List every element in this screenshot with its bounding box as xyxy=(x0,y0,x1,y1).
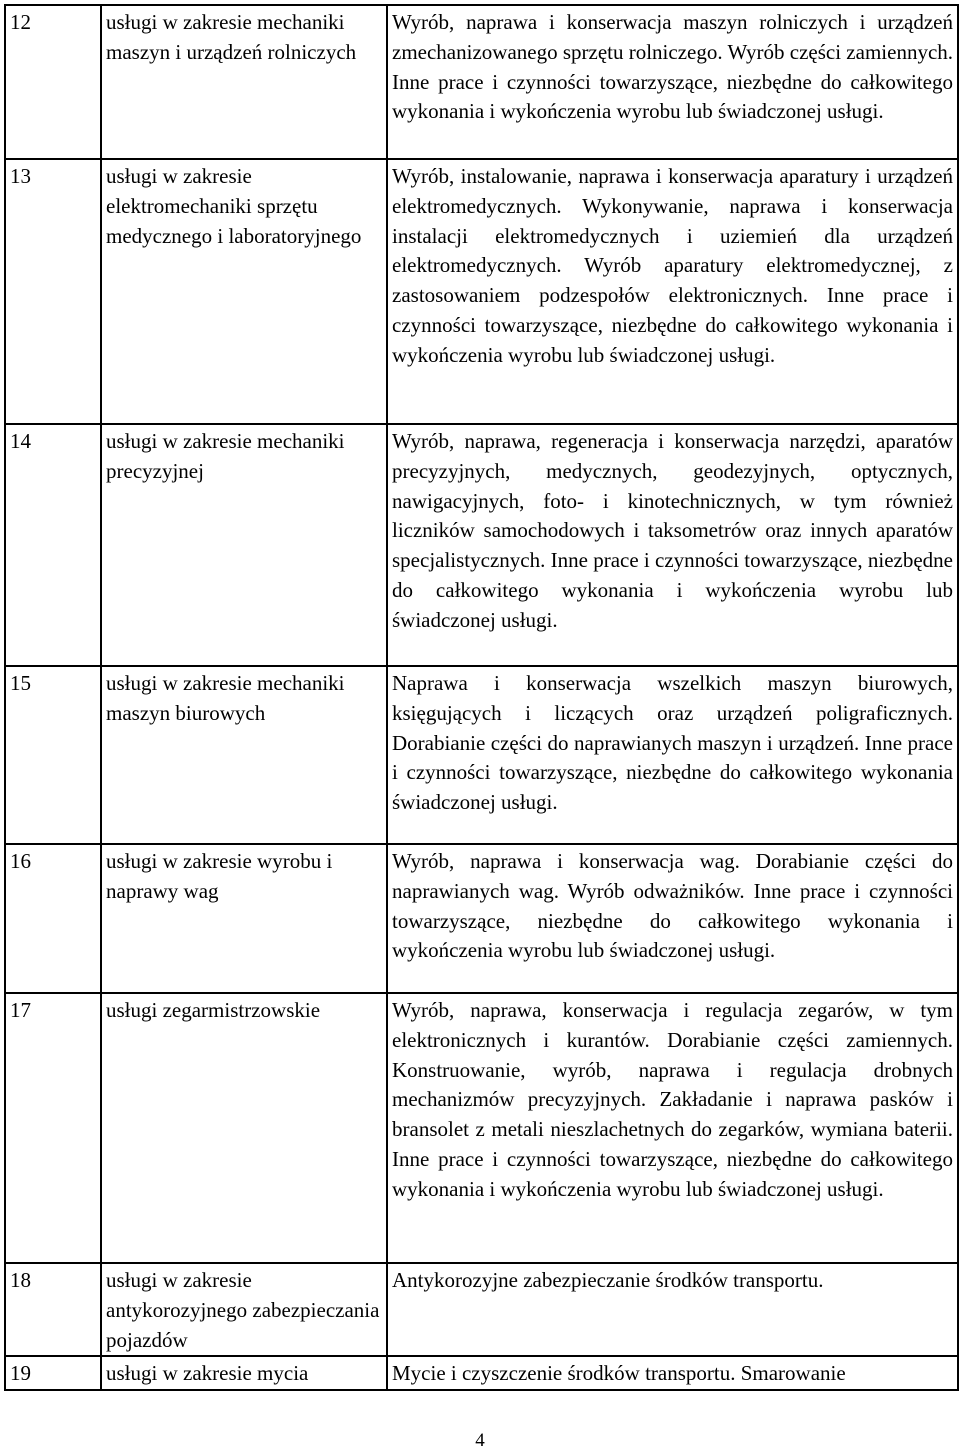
service-name: usługi zegarmistrzowskie xyxy=(101,993,387,1263)
row-number: 17 xyxy=(5,993,101,1263)
service-name: usługi w zakresie mechaniki maszyn i urządzeń rolniczych xyxy=(101,5,387,159)
service-description: Wyrób, naprawa, konserwacja i regulacja zegarów, w tym elektronicznych i kurantów. Dorabianie części zamiennych. Konstruowanie, wyrób, naprawa i regulacja drobnych mechanizmów precyzyjnych. Zakładanie i naprawa pasków i bransolet z metali nieszlachetnych do zegarków, wymiana baterii. Inne prace i czynności towarzyszące, niezbędne do całkowitego wykonania i wykończenia wyrobu lub świadczonej usługi. xyxy=(387,993,958,1263)
service-name: usługi w zakresie antykorozyjnego zabezpieczania pojazdów xyxy=(101,1263,387,1356)
services-table xyxy=(4,4,959,1391)
table-row xyxy=(5,424,958,666)
row-number: 13 xyxy=(5,159,101,424)
service-description: Wyrób, instalowanie, naprawa i konserwacja aparatury i urządzeń elektromedycznych. Wykonywanie, naprawa i konserwacja instalacji elektromedycznych i uziemień dla urządzeń elektromedycznych. Wyrób aparatury elektromedycznej, z zastosowaniem podzespołów elektronicznych. Inne prace i czynności towarzyszące, niezbędne do całkowitego wykonania i wykończenia wyrobu lub świadczonej usługi. xyxy=(387,159,958,424)
service-description: Naprawa i konserwacja wszelkich maszyn biurowych, księgujących i liczących oraz urządzeń poligraficznych. Dorabianie części do naprawianych maszyn i urządzeń. Inne prace i czynności towarzyszące, niezbędne do całkowitego wykonania świadczonej usługi. xyxy=(387,666,958,844)
service-description: Antykorozyjne zabezpieczanie środków transportu. xyxy=(387,1263,958,1356)
service-name: usługi w zakresie mechaniki precyzyjnej xyxy=(101,424,387,666)
row-number: 16 xyxy=(5,844,101,993)
service-description: Wyrób, naprawa i konserwacja wag. Dorabianie części do naprawianych wag. Wyrób odważników. Inne prace i czynności towarzyszące, niezbędne do całkowitego wykonania i wykończenia wyrobu lub świadczonej usługi. xyxy=(387,844,958,993)
service-name: usługi w zakresie wyrobu i naprawy wag xyxy=(101,844,387,993)
table-row xyxy=(5,1356,958,1390)
service-description: Wyrób, naprawa i konserwacja maszyn rolniczych i urządzeń zmechanizowanego sprzętu rolniczego. Wyrób części zamiennych. Inne prace i czynności towarzyszące, niezbędne do całkowitego wykonania i wykończenia wyrobu lub świadczonej usługi. xyxy=(387,5,958,159)
service-name: usługi w zakresie mechaniki maszyn biurowych xyxy=(101,666,387,844)
row-number: 18 xyxy=(5,1263,101,1356)
row-number: 12 xyxy=(5,5,101,159)
table-row xyxy=(5,5,958,159)
table-row xyxy=(5,844,958,993)
page-number: 4 xyxy=(475,1430,485,1451)
service-name: usługi w zakresie elektromechaniki sprzętu medycznego i laboratoryjnego xyxy=(101,159,387,424)
row-number: 19 xyxy=(5,1356,101,1390)
table-row xyxy=(5,993,958,1263)
service-description: Wyrób, naprawa, regeneracja i konserwacja narzędzi, aparatów precyzyjnych, medycznych, geodezyjnych, optycznych, nawigacyjnych, foto- i kinotechnicznych, w tym również liczników samochodowych i taksometrów oraz innych aparatów specjalistycznych. Inne prace i czynności towarzyszące, niezbędne do całkowitego wykonania i wykończenia wyrobu lub świadczonej usługi. xyxy=(387,424,958,666)
service-name: usługi w zakresie mycia xyxy=(101,1356,387,1390)
service-description: Mycie i czyszczenie środków transportu. Smarowanie xyxy=(387,1356,958,1390)
table-row xyxy=(5,666,958,844)
table-row xyxy=(5,1263,958,1356)
row-number: 15 xyxy=(5,666,101,844)
table-row xyxy=(5,159,958,424)
row-number: 14 xyxy=(5,424,101,666)
